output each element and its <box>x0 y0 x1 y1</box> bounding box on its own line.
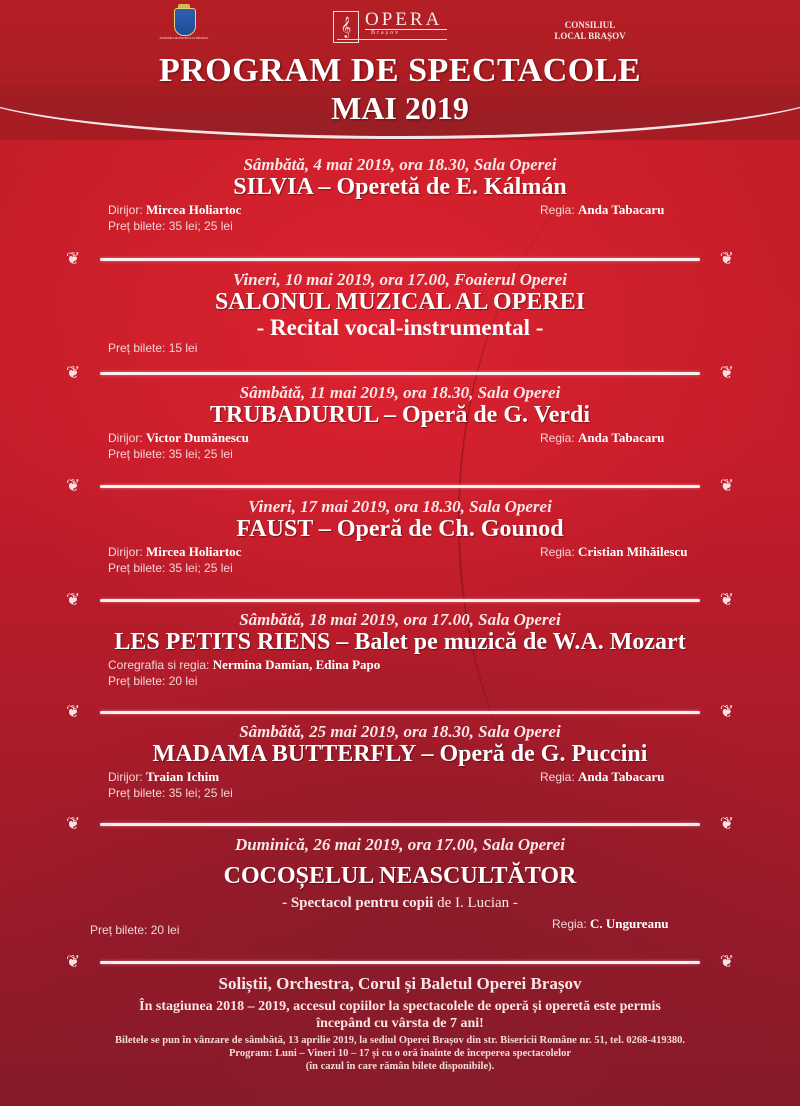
divider-line <box>100 372 700 375</box>
director-credit <box>540 543 687 561</box>
ticket-sale-info: Biletele se pun în vânzare de sâmbătă, 13 aprilie 2019, la sediul Operei Brașov din str. Bisericii Române nr. 51, tel. 0268-419380. <box>115 1035 685 1046</box>
flourish-ornament-icon: ❦ <box>66 249 81 268</box>
crest-caption: PRIMĂRIA MUNICIPIULUI BRAȘOV <box>159 36 209 40</box>
price-label: Preț bilete: <box>108 447 169 461</box>
conductor-name: Traian Ichim <box>146 769 220 784</box>
availability-note: (în cazul în care rămân bilete disponibile). <box>305 1061 495 1072</box>
age-notice-line2: începând cu vârsta de 7 ani! <box>316 1016 484 1031</box>
ornamental-divider <box>66 363 734 382</box>
council-line1: CONSILIUL <box>564 20 616 30</box>
divider-line <box>100 823 700 826</box>
opera-logo-name: OPERA <box>365 11 447 30</box>
box-office-hours: Program: Luni – Vineri 10 – 17 și cu o oră înainte de începerea spectacolelor <box>229 1048 571 1059</box>
director-label: Regia: <box>552 917 591 931</box>
ticket-price <box>0 673 800 689</box>
title-line1: PROGRAM DE SPECTACOLE <box>158 52 642 89</box>
price-value: 20 lei <box>168 674 198 688</box>
ornamental-divider <box>66 590 734 609</box>
opera-logo-rule <box>337 39 447 40</box>
event-title: TRUBADURUL – Operă de G. Verdi <box>209 402 591 428</box>
conductor-label: Dirijor: <box>108 545 146 559</box>
director-credit <box>552 915 669 933</box>
flourish-ornament-icon: ❦ <box>66 476 81 495</box>
price-value: 35 lei; 25 lei <box>168 219 233 233</box>
director-credit <box>540 768 664 786</box>
ornamental-divider <box>66 952 734 971</box>
conductor-label: Dirijor: <box>108 770 146 784</box>
event-les-petits-riens <box>0 610 800 689</box>
event-date: Sâmbătă, 25 mai 2019, ora 18.30, Sala Operei <box>239 722 561 741</box>
divider-line <box>100 485 700 488</box>
opera-brasov-logo <box>333 11 447 43</box>
flourish-ornament-icon: ❦ <box>66 702 81 721</box>
flourish-ornament-icon: ❦ <box>719 249 734 268</box>
opera-logo-city: Brașov <box>371 30 400 36</box>
choreography-label: Coregrafia si regia: <box>108 658 213 672</box>
ticket-price <box>0 340 800 356</box>
director-name: Anda Tabacaru <box>578 769 665 784</box>
event-subtitle: - Recital vocal-instrumental - <box>256 315 544 340</box>
event-date: Duminică, 26 mai 2019, ora 17.00, Sala Operei <box>234 835 566 854</box>
flourish-ornament-icon: ❦ <box>719 363 734 382</box>
director-label: Regia: <box>540 203 579 217</box>
ornamental-divider <box>66 476 734 495</box>
event-title: MADAMA BUTTERFLY – Operă de G. Puccini <box>152 741 648 767</box>
director-label: Regia: <box>540 770 579 784</box>
event-cocoselul-neascultator <box>0 835 800 935</box>
director-credit <box>540 429 664 447</box>
flourish-ornament-icon: ❦ <box>66 363 81 382</box>
age-notice-line1: În stagiunea 2018 – 2019, accesul copiilor la spectacolele de operă și operetă este permis <box>139 999 661 1014</box>
price-value: 20 lei <box>150 923 180 937</box>
flourish-ornament-icon: ❦ <box>66 952 81 971</box>
divider-line <box>100 961 700 964</box>
event-credits <box>0 913 800 935</box>
event-credits <box>0 768 800 785</box>
ornamental-divider <box>66 702 734 721</box>
event-date: Vineri, 10 mai 2019, ora 17.00, Foaierul Operei <box>233 270 567 289</box>
ticket-price <box>0 560 800 576</box>
price-label: Preț bilete: <box>108 786 169 800</box>
title-line2: MAI 2019 <box>331 90 469 126</box>
page-title <box>0 52 800 126</box>
price-label: Preț bilete: <box>90 923 151 937</box>
city-crest-icon <box>174 8 196 36</box>
conductor-name: Mircea Holiartoc <box>146 202 242 217</box>
ticket-price <box>0 785 800 801</box>
director-credit <box>540 201 664 219</box>
director-label: Regia: <box>540 431 579 445</box>
flourish-ornament-icon: ❦ <box>719 952 734 971</box>
event-credits <box>0 543 800 560</box>
price-label: Preț bilete: <box>108 674 169 688</box>
director-label: Regia: <box>540 545 579 559</box>
event-trubadurul <box>0 383 800 462</box>
event-title: SALONUL MUZICAL AL OPEREI <box>214 289 586 315</box>
price-label: Preț bilete: <box>108 219 169 233</box>
price-label: Preț bilete: <box>108 561 169 575</box>
director-name: Anda Tabacaru <box>578 202 665 217</box>
divider-line <box>100 258 700 261</box>
event-title: COCOȘELUL NEASCULTĂTOR <box>223 863 577 889</box>
flourish-ornament-icon: ❦ <box>66 590 81 609</box>
director-name: Anda Tabacaru <box>578 430 665 445</box>
event-subtitle <box>0 893 800 913</box>
divider-line <box>100 711 700 714</box>
council-line2: LOCAL BRAȘOV <box>554 31 626 41</box>
choreography-names: Nermina Damian, Edina Papo <box>212 657 381 672</box>
event-title: LES PETITS RIENS – Balet pe muzică de W.A. Mozart <box>114 629 686 655</box>
price-value: 35 lei; 25 lei <box>168 786 233 800</box>
event-title: SILVIA – Operetă de E. Kálmán <box>233 174 567 200</box>
event-credits <box>0 201 800 218</box>
logo-bar <box>0 0 800 50</box>
price-value: 35 lei; 25 lei <box>168 447 233 461</box>
ticket-price <box>0 446 800 462</box>
footer <box>0 974 800 1073</box>
flourish-ornament-icon: ❦ <box>719 702 734 721</box>
flourish-ornament-icon: ❦ <box>66 814 81 833</box>
flourish-ornament-icon: ❦ <box>719 814 734 833</box>
flourish-ornament-icon: ❦ <box>719 476 734 495</box>
event-subtitle-bold: - Spectacol pentru copii <box>282 895 438 911</box>
event-salonul-muzical <box>0 270 800 356</box>
ensemble-credit: Soliștii, Orchestra, Corul și Baletul Operei Brașov <box>218 974 582 993</box>
event-date: Sâmbătă, 18 mai 2019, ora 17.00, Sala Operei <box>239 610 561 629</box>
price-value: 15 lei <box>168 341 198 355</box>
ticket-price <box>0 218 800 234</box>
divider-line <box>100 599 700 602</box>
conductor-credit <box>108 768 219 786</box>
price-label: Preț bilete: <box>108 341 169 355</box>
conductor-name: Victor Dumănescu <box>146 430 249 445</box>
event-date: Sâmbătă, 4 mai 2019, ora 18.30, Sala Operei <box>243 155 557 174</box>
event-madama-butterfly <box>0 722 800 801</box>
flourish-ornament-icon: ❦ <box>719 590 734 609</box>
treble-clef-mask-icon: 𝄞 <box>333 11 359 43</box>
event-faust <box>0 497 800 576</box>
director-name: C. Ungureanu <box>590 916 669 931</box>
ticket-price <box>90 921 179 939</box>
event-silvia <box>0 155 800 234</box>
conductor-credit <box>108 429 249 447</box>
ornamental-divider <box>66 814 734 833</box>
ornamental-divider <box>66 249 734 268</box>
event-credits <box>0 429 800 446</box>
event-date: Sâmbătă, 11 mai 2019, ora 18.30, Sala Operei <box>239 383 561 402</box>
event-credits <box>0 656 800 673</box>
conductor-credit <box>108 543 241 561</box>
director-name: Cristian Mihăilescu <box>578 544 688 559</box>
opera-logo-text <box>365 11 447 40</box>
conductor-credit <box>108 201 241 219</box>
event-subtitle-author: de I. Lucian - <box>437 895 518 911</box>
choreography-credit <box>108 656 380 674</box>
price-value: 35 lei; 25 lei <box>168 561 233 575</box>
council-logo <box>540 20 640 42</box>
event-title: FAUST – Operă de Ch. Gounod <box>236 516 564 542</box>
conductor-name: Mircea Holiartoc <box>146 544 242 559</box>
conductor-label: Dirijor: <box>108 431 146 445</box>
event-date: Vineri, 17 mai 2019, ora 18.30, Sala Operei <box>248 497 552 516</box>
conductor-label: Dirijor: <box>108 203 146 217</box>
